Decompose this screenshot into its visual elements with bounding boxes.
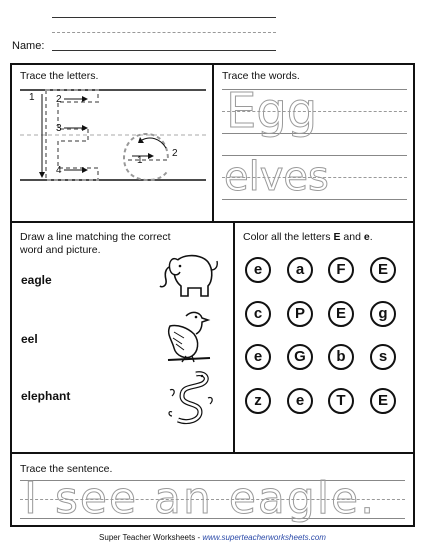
trace-words-instruction: Trace the words. (222, 70, 300, 82)
eagle-icon (164, 308, 218, 364)
letter-circle[interactable]: c (245, 301, 271, 327)
stroke-number-2: 2 (56, 94, 62, 105)
color-instruction-upper: E (333, 231, 341, 243)
stroke-number-3: 3 (56, 123, 62, 134)
stroke-number-e1: 1 (137, 155, 143, 166)
color-instruction-period: . (369, 231, 373, 243)
letter-circle[interactable]: P (287, 301, 313, 327)
footer-credit (0, 533, 425, 542)
match-word-eagle[interactable]: eagle (21, 273, 52, 287)
trace-word-elves[interactable]: elves (224, 154, 329, 200)
header-dashed-line (52, 32, 276, 33)
letter-circle[interactable]: e (287, 388, 313, 414)
divider-v2 (233, 221, 235, 454)
letter-e-tracing-icon (20, 84, 206, 188)
letter-tracing-area[interactable] (20, 84, 206, 188)
color-instruction-prefix: Color all the letters (243, 231, 334, 243)
color-instruction-and: and (340, 231, 364, 243)
matching-instruction-line1: Draw a line matching the correct (20, 231, 171, 243)
letter-circle[interactable]: F (328, 257, 354, 283)
name-line[interactable] (52, 50, 276, 51)
letter-circle[interactable]: G (287, 344, 313, 370)
divider-v1 (212, 63, 214, 223)
letter-circle[interactable]: g (370, 301, 396, 327)
footer-site-link[interactable]: www.superteacherworksheets.com (202, 533, 326, 542)
color-letters-instruction (243, 231, 373, 243)
trace-sentence-instruction: Trace the sentence. (20, 463, 113, 475)
letter-circle[interactable]: s (370, 344, 396, 370)
letter-circle[interactable]: a (287, 257, 313, 283)
letter-circle[interactable]: e (245, 257, 271, 283)
eagle-picture[interactable] (164, 308, 218, 369)
letter-circle[interactable]: b (328, 344, 354, 370)
footer-brand: Super Teacher Worksheets - (99, 533, 203, 542)
eel-picture[interactable] (166, 368, 216, 433)
letter-circle[interactable]: e (245, 344, 271, 370)
divider-h2 (10, 452, 415, 454)
trace-letters-instruction: Trace the letters. (20, 70, 99, 82)
letter-circle[interactable]: T (328, 388, 354, 414)
stroke-number-4: 4 (56, 165, 62, 176)
eel-icon (166, 368, 216, 428)
elephant-picture[interactable] (158, 248, 220, 305)
elephant-icon (158, 248, 220, 300)
matching-instruction-line2: word and picture. (20, 244, 101, 256)
match-word-elephant[interactable]: elephant (21, 389, 71, 403)
name-label: Name: (12, 40, 45, 52)
stroke-number-e2: 2 (172, 148, 178, 159)
letter-circle[interactable]: E (370, 257, 396, 283)
trace-sentence-text[interactable]: I see an eagle. (24, 473, 377, 524)
stroke-number-1: 1 (29, 92, 35, 103)
trace-word-egg[interactable]: Egg (226, 83, 318, 139)
match-word-eel[interactable]: eel (21, 332, 38, 346)
letter-circle[interactable]: E (328, 301, 354, 327)
color-instruction-lower: e (363, 231, 370, 243)
header-top-line (52, 17, 276, 18)
letter-circle[interactable]: E (370, 388, 396, 414)
letter-circle[interactable]: z (245, 388, 271, 414)
